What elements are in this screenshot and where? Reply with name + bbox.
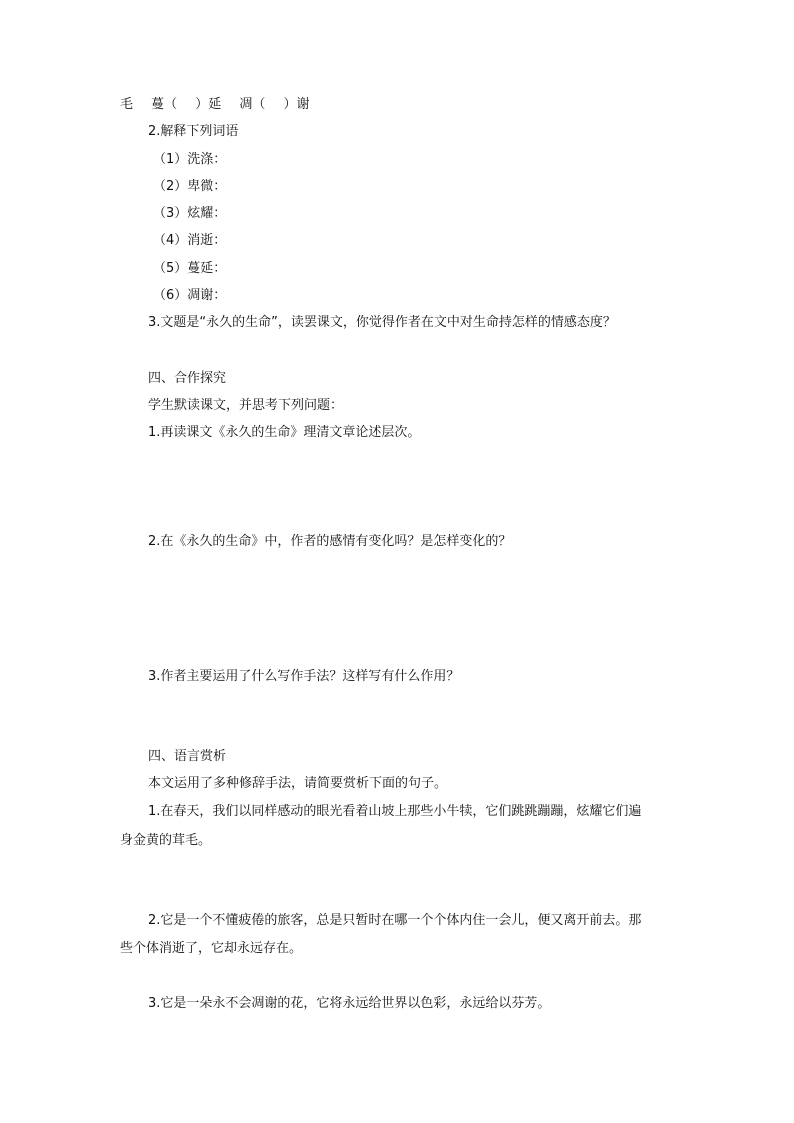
- section-heading-cooperation: 四、合作探究: [148, 371, 227, 386]
- term-6: （6）凋谢：: [153, 288, 227, 303]
- term-5: （5）蔓延：: [153, 261, 227, 276]
- explore-question-2: 2.在《永久的生命》中，作者的感情有变化吗？是怎样变化的？: [148, 534, 512, 549]
- section-heading-language: 四、语言赏析: [148, 749, 227, 764]
- question-3-title: 3.文题是“永久的生命”，读罢课文，你觉得作者在文中对生命持怎样的情感态度？: [148, 315, 616, 330]
- sentence-3: 3.它是一朵永不会凋谢的花，它将永远给世界以色彩，永远给以芬芳。: [148, 996, 551, 1011]
- explore-question-1: 1.再读课文《永久的生命》理清文章论述层次。: [148, 425, 421, 440]
- sentence-1-line-1: 1.在春天，我们以同样感动的眼光看着山坡上那些小牛犊，它们跳跳蹦蹦，炫耀它们遍: [148, 804, 642, 819]
- question-2-title: 2.解释下列词语: [148, 124, 239, 139]
- sentence-1-line-2: 身金黄的茸毛。: [120, 833, 212, 848]
- section-intro: 学生默读课文，并思考下列问题：: [148, 398, 344, 413]
- term-3: （3）炫耀：: [153, 206, 227, 221]
- term-2: （2）卑微：: [153, 179, 227, 194]
- sentence-2-line-2: 些个体消逝了，它却永远存在。: [120, 941, 303, 956]
- fill-in-blank-line: 毛 蔓（ ）延 凋（ ）谢: [120, 97, 310, 112]
- section-intro-language: 本文运用了多种修辞手法，请简要赏析下面的句子。: [148, 776, 448, 791]
- term-1: （1）洗涤：: [153, 152, 227, 167]
- explore-question-3: 3.作者主要运用了什么写作手法？这样写有什么作用？: [148, 669, 460, 684]
- term-4: （4）消逝：: [153, 233, 227, 248]
- sentence-2-line-1: 2.它是一个不懂疲倦的旅客，总是只暂时在哪一个个体内住一会儿，便又离开前去。那: [148, 913, 642, 928]
